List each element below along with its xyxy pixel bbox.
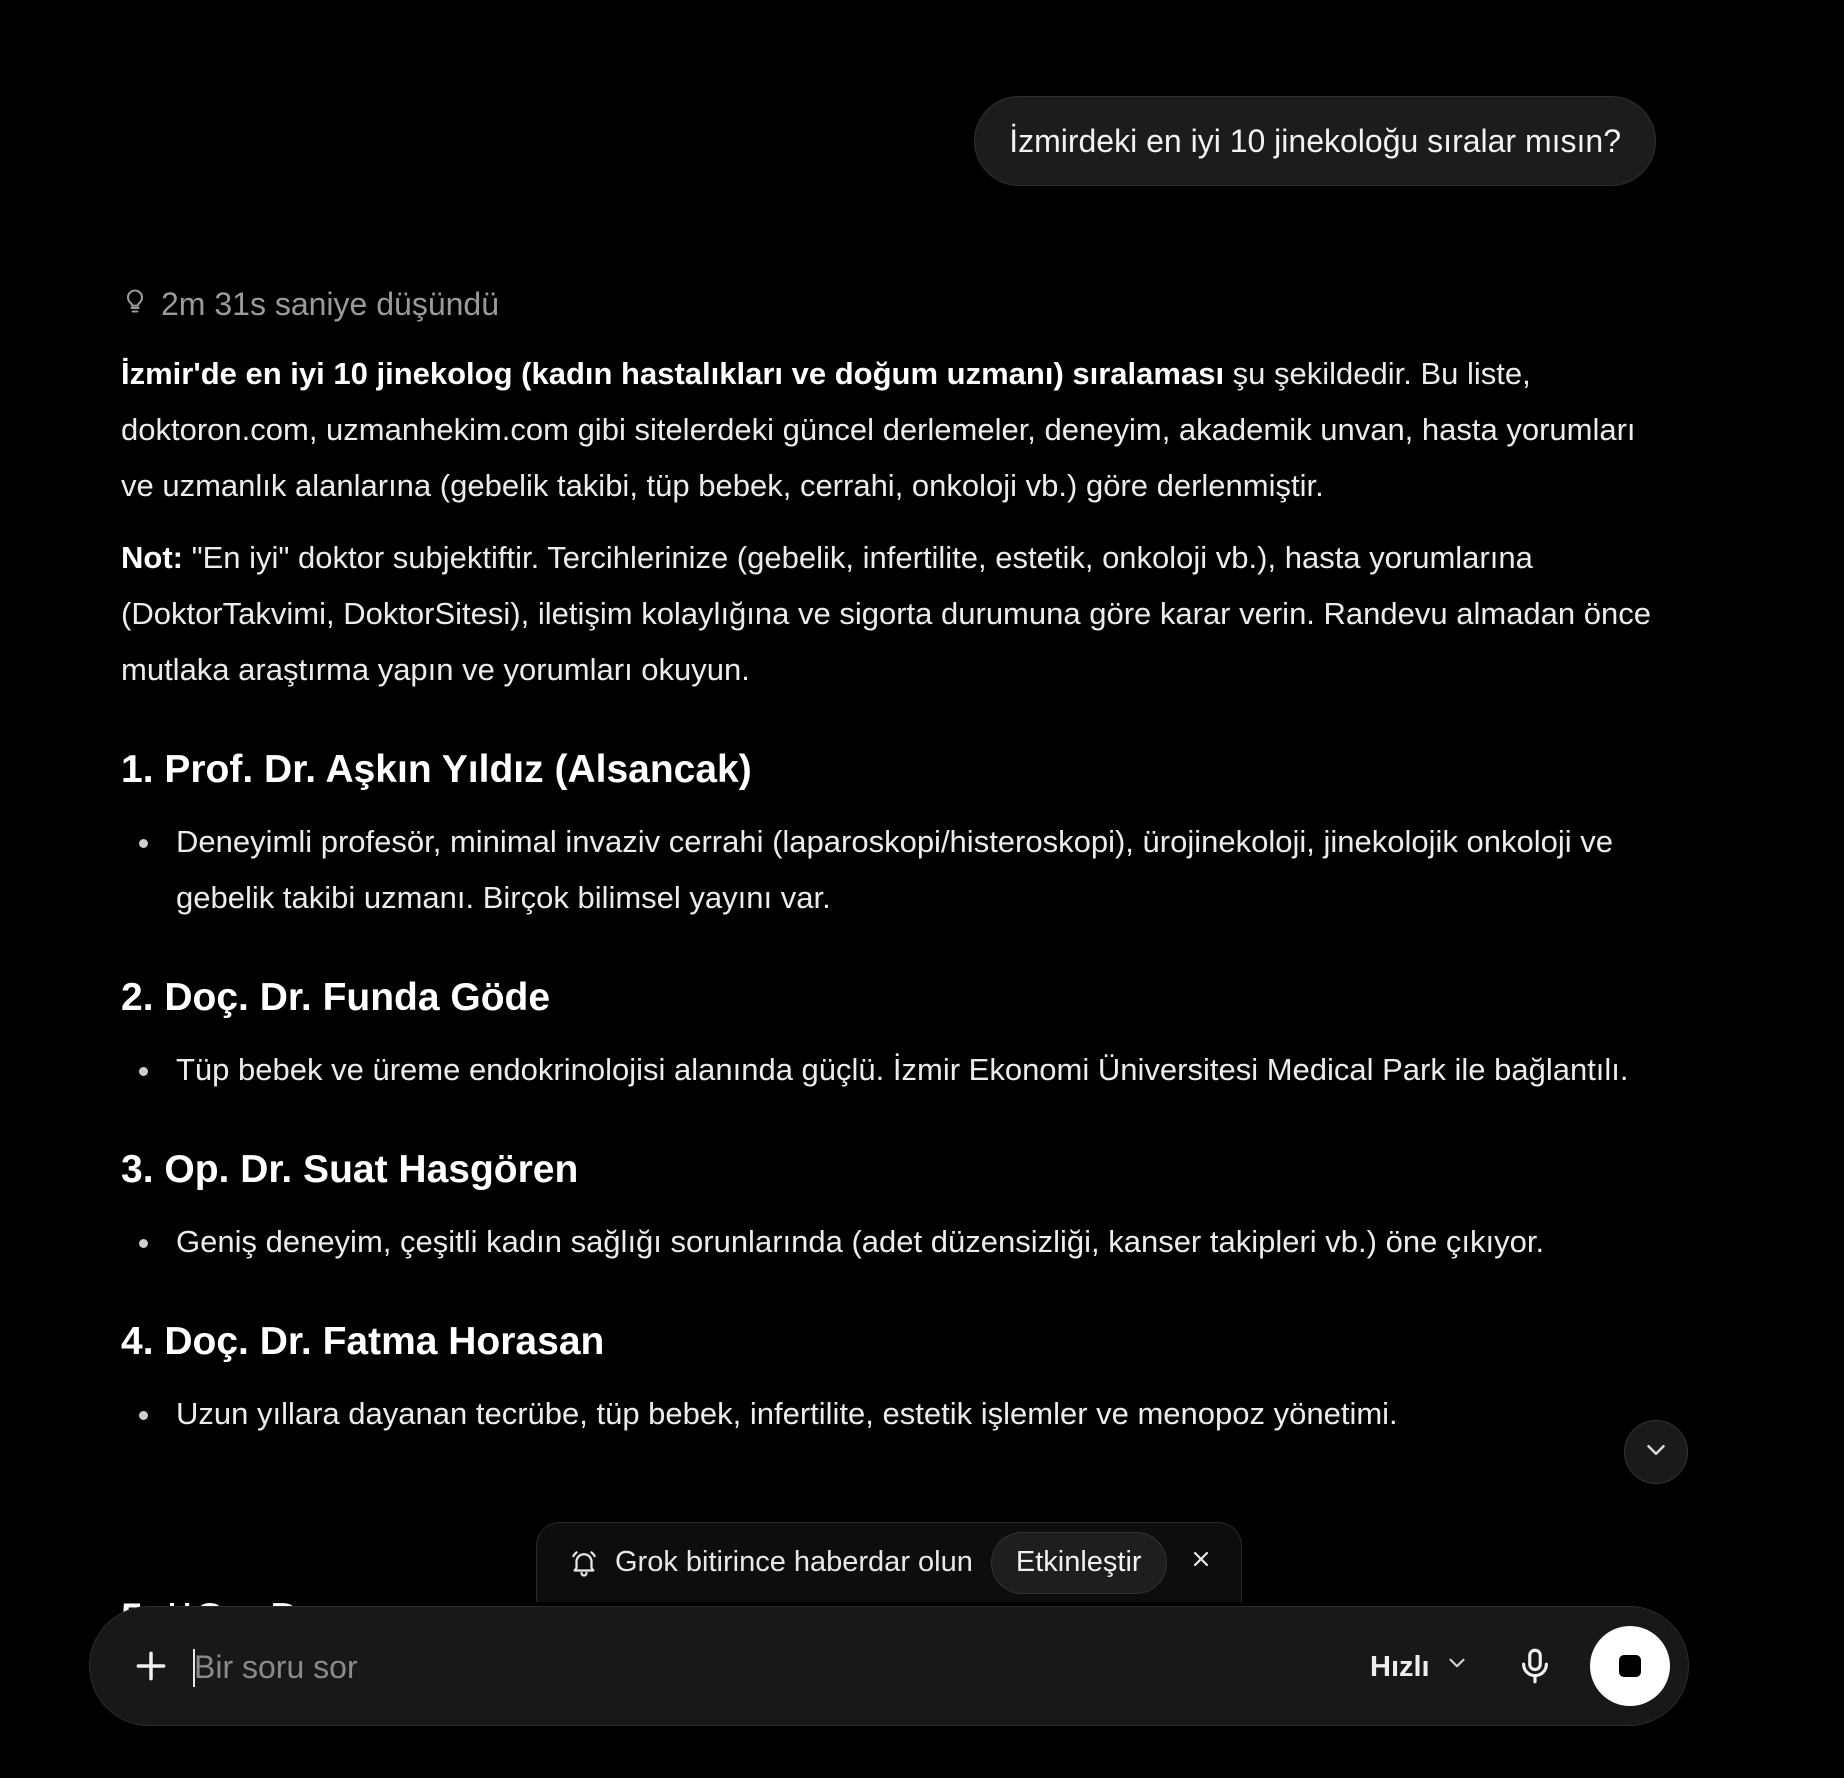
plus-icon[interactable] <box>132 1647 170 1685</box>
assistant-response <box>121 282 1661 1442</box>
question-input[interactable] <box>194 1637 1294 1697</box>
doctor-details <box>121 814 1661 926</box>
bell-icon <box>569 1548 599 1578</box>
list-item: Geniş deneyim, çeşitli kadın sağlığı sorunlarında (adet düzensizliği, kanser takipleri vb.) öne çıkıyor. <box>121 1214 1661 1270</box>
doctor-section <box>121 970 1661 1098</box>
doctor-section <box>121 1314 1661 1442</box>
enable-notifications-button[interactable] <box>991 1532 1167 1594</box>
doctor-section <box>121 1142 1661 1270</box>
user-message-text: İzmirdeki en iyi 10 jinekoloğu sıralar mısın? <box>1009 122 1621 159</box>
doctor-details <box>121 1042 1661 1098</box>
chevron-down-icon <box>1641 1435 1671 1470</box>
doctor-details <box>121 1386 1661 1442</box>
list-item: Deneyimli profesör, minimal invaziv cerrahi (laparoskopi/histeroskopi), ürojinekoloji, jinekolojik onkoloji ve gebelik takibi uzmanı. Birçok bilimsel yayını var. <box>121 814 1661 926</box>
scroll-to-bottom-button[interactable] <box>1624 1420 1688 1484</box>
doctor-heading: 1. Prof. Dr. Aşkın Yıldız (Alsancak) <box>121 748 752 791</box>
intro-rest: şu şekildedir. Bu liste, doktoron.com, uzmanhekim.com gibi sitelerdeki güncel derlemeler, deneyim, akademik unvan, hasta yorumları ve uzmanlık alanlarına (gebelik takibi, tüp bebek, cerrahi, onkoloji vb.) göre derlenmiştir. <box>121 356 1636 503</box>
enable-button-label: Etkinleştir <box>1015 1546 1142 1578</box>
doctor-heading: 2. Doç. Dr. Funda Göde <box>121 976 551 1019</box>
chevron-down-icon <box>1444 1650 1470 1684</box>
microphone-icon[interactable] <box>1514 1645 1556 1687</box>
close-toast-button[interactable] <box>1185 1547 1217 1579</box>
doctor-section <box>121 742 1661 926</box>
note-paragraph <box>121 530 1661 698</box>
doctor-details <box>121 1214 1661 1270</box>
stop-generation-button[interactable] <box>1590 1626 1670 1706</box>
model-label: Hızlı <box>1370 1650 1430 1683</box>
thought-duration[interactable] <box>121 282 1661 326</box>
note-text: "En iyi" doktor subjektiftir. Tercihlerinize (gebelik, infertilite, estetik, onkoloji vb.), hasta yorumlarına (DoktorTakvimi, DoktorSitesi), iletişim kolaylığına ve sigorta durumuna göre karar verin. Randevu almadan önce mutlaka araştırma yapın ve yorumları okuyun. <box>121 540 1651 687</box>
lightbulb-icon <box>121 286 149 323</box>
message-composer <box>89 1606 1689 1726</box>
list-item: Uzun yıllara dayanan tecrübe, tüp bebek, infertilite, estetik işlemler ve menopoz yönetimi. <box>121 1386 1661 1442</box>
notify-toast-text: Grok bitirince haberdar olun <box>615 1546 973 1578</box>
stop-icon <box>1619 1655 1641 1677</box>
list-item: Tüp bebek ve üreme endokrinolojisi alanında güçlü. İzmir Ekonomi Üniversitesi Medical Park ile bağlantılı. <box>121 1042 1661 1098</box>
note-label: Not: <box>121 540 183 575</box>
doctor-heading: 3. Op. Dr. Suat Hasgören <box>121 1148 579 1191</box>
thought-duration-text: 2m 31s saniye düşündü <box>161 285 499 322</box>
close-icon <box>1189 1546 1213 1579</box>
intro-bold: İzmir'de en iyi 10 jinekolog (kadın hastalıkları ve doğum uzmanı) sıralaması <box>121 356 1225 391</box>
intro-paragraph <box>121 346 1661 514</box>
doctor-heading: 4. Doç. Dr. Fatma Horasan <box>121 1320 605 1363</box>
user-message-bubble <box>974 96 1656 186</box>
model-selector[interactable] <box>1370 1639 1470 1695</box>
notify-toast <box>536 1522 1242 1602</box>
